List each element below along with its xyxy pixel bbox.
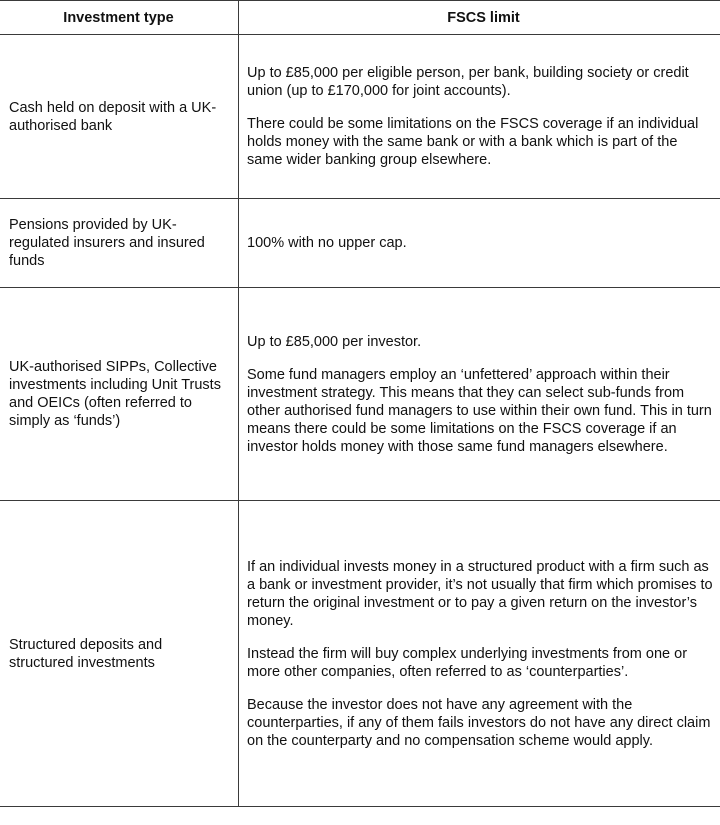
limit-paragraph: Up to £85,000 per eligible person, per bank, building society or credit union (up to £170,000 for joint accounts).	[247, 65, 689, 99]
table-row	[0, 35, 720, 199]
investment-type-cell: Structured deposits and structured investments	[0, 501, 239, 807]
limit-paragraph: Up to £85,000 per investor.	[247, 333, 422, 350]
fscs-limit-cell	[239, 199, 720, 288]
limit-paragraph: 100% with no upper cap.	[247, 235, 407, 251]
table-row	[0, 288, 720, 501]
header-investment-type: Investment type	[0, 1, 239, 35]
limit-paragraph: Because the investor does not have any agreement with the counterparties, if any of them fails investors do not have any direct claim on the counterparty and no compensation scheme would apply.	[247, 696, 711, 749]
limit-paragraph: Some fund managers employ an ‘unfettered’ approach within their investment strategy. This means that they can select sub-funds from other authorised fund managers to use within their own fund. This in turn means there could be some limitations on the FSCS coverage if an investor holds money with those same fund managers elsewhere.	[247, 366, 712, 455]
limit-paragraph: If an individual invests money in a structured product with a firm such as a bank or investment provider, it’s not usually that firm which promises to return the original investment or to pay a given return on the investor’s money.	[247, 558, 713, 629]
investment-type-cell: Pensions provided by UK-regulated insurers and insured funds	[0, 199, 239, 288]
investment-type-cell: Cash held on deposit with a UK-authorised bank	[0, 35, 239, 199]
investment-type-cell: UK-authorised SIPPs, Collective investments including Unit Trusts and OEICs (often referred to simply as ‘funds’)	[0, 288, 239, 501]
fscs-limit-cell	[239, 35, 720, 199]
header-fscs-limit: FSCS limit	[239, 1, 720, 35]
fscs-limit-cell	[239, 288, 720, 501]
limit-paragraph: Instead the firm will buy complex underlying investments from one or more other companies, often referred to as ‘counterparties’.	[247, 645, 688, 680]
fscs-limit-cell	[239, 501, 720, 807]
table-row	[0, 199, 720, 288]
limit-paragraph: There could be some limitations on the FSCS coverage if an individual holds money with the same bank or with a bank which is part of the same wider banking group elsewhere.	[247, 116, 699, 168]
header-row	[0, 1, 720, 35]
table-row	[0, 501, 720, 807]
